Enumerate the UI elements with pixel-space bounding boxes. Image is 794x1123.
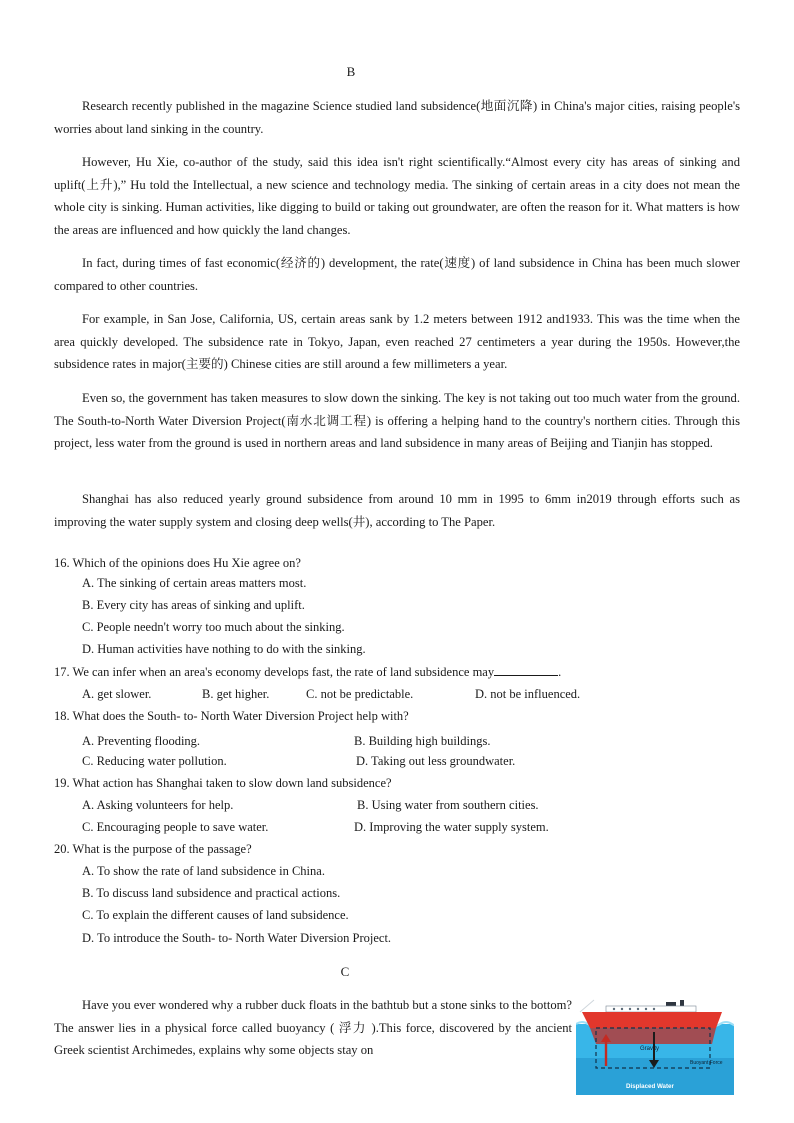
question-17-option-b[interactable]: B. get higher. bbox=[202, 687, 270, 701]
question-17-option-a[interactable]: A. get slower. bbox=[82, 687, 152, 701]
question-17-stem-line bbox=[54, 663, 561, 680]
question-16-option-b[interactable]: B. Every city has areas of sinking and uplift. bbox=[82, 598, 305, 612]
question-19-option-c[interactable]: C. Encouraging people to save water. bbox=[82, 820, 269, 834]
question-20-option-d[interactable]: D. To introduce the South- to- North Water Diversion Project. bbox=[82, 931, 392, 945]
question-18-option-c[interactable]: C. Reducing water pollution. bbox=[82, 754, 227, 768]
question-18-option-d[interactable]: D. Taking out less groundwater. bbox=[356, 754, 516, 768]
question-19-stem: 19. What action has Shanghai taken to slow down land subsidence? bbox=[54, 776, 392, 790]
passage-b-paragraph-4: For example, in San Jose, California, US, certain areas sank by 1.2 meters between 1912 and1933. This was the time when the area quickly developed. The subsidence rate in Tokyo, Japan, even reached 27 centimeters a year during the 1950s. However,the subsidence rates in major(主要的) Chinese cities are still around a few millimeters a year. bbox=[54, 312, 740, 372]
question-17-stem: 17. We can infer when an area's economy develops fast, the rate of land subsidence may bbox=[54, 665, 495, 679]
question-17-stem-end: . bbox=[558, 665, 562, 679]
section-c-heading: C bbox=[340, 964, 350, 979]
question-16-stem: 16. Which of the opinions does Hu Xie agree on? bbox=[54, 556, 301, 570]
buoyant-force-label: Buoyant Force bbox=[690, 1060, 723, 1066]
passage-b-paragraph-1: Research recently published in the magazine Science studied land subsidence(地面沉降) in China's major cities, raising people's worries about land sinking in the country. bbox=[54, 99, 740, 136]
question-20-option-c[interactable]: C. To explain the different causes of land subsidence. bbox=[82, 908, 349, 922]
bow-line bbox=[580, 1000, 594, 1012]
question-16-option-c[interactable]: C. People needn't worry too much about the sinking. bbox=[82, 620, 345, 634]
buoyancy-ship-illustration bbox=[576, 998, 734, 1095]
answer-blank[interactable] bbox=[494, 663, 558, 676]
question-19-option-d[interactable]: D. Improving the water supply system. bbox=[354, 820, 549, 834]
passage-b-paragraph-2: However, Hu Xie, co-author of the study, said this idea isn't right scientifically.“Almost every city has areas of sinking and uplift(上升),” Hu told the Intellectual, a new science and technology media. The sinking of certain areas in a city does not mean the whole city is sinking. Human activities, like digging to build or taking out groundwater, are often the reason for it. What matters is how the areas are influenced and how quickly the land changes. bbox=[54, 155, 740, 237]
question-18-stem: 18. What does the South- to- North Water Diversion Project help with? bbox=[54, 709, 409, 723]
question-16-option-a[interactable]: A. The sinking of certain areas matters most. bbox=[82, 576, 307, 590]
ship-deck-cabin bbox=[606, 1006, 696, 1012]
passage-b-paragraph-5: Even so, the government has taken measures to slow down the sinking. The key is not taking out too much water from the ground. The South-to-North Water Diversion Project(南水北调工程) is offering a helping hand to the country's northern cities. Through this project, less water from the ground is used in northern areas and land subsidence in many areas of Beijing and Tianjin has stopped. bbox=[54, 391, 740, 451]
passage-b-paragraph-3: In fact, during times of fast economic(经济的) development, the rate(速度) of land subsidence in China has been much slower compared to other countries. bbox=[54, 256, 740, 293]
displaced-water-label: Displaced Water bbox=[626, 1083, 674, 1090]
question-19-option-a[interactable]: A. Asking volunteers for help. bbox=[82, 798, 234, 812]
gravity-label: Gravity bbox=[640, 1046, 660, 1052]
question-20-option-a[interactable]: A. To show the rate of land subsidence in China. bbox=[82, 864, 325, 878]
question-20-option-b[interactable]: B. To discuss land subsidence and practical actions. bbox=[82, 886, 341, 900]
question-17-option-d[interactable]: D. not be influenced. bbox=[475, 687, 581, 701]
question-19-option-b[interactable]: B. Using water from southern cities. bbox=[357, 798, 539, 812]
question-16-option-d[interactable]: D. Human activities have nothing to do with the sinking. bbox=[82, 642, 366, 656]
question-20-stem: 20. What is the purpose of the passage? bbox=[54, 842, 252, 856]
ship-diagram-svg bbox=[576, 998, 734, 1095]
question-17-option-c[interactable]: C. not be predictable. bbox=[306, 687, 414, 701]
question-18-option-b[interactable]: B. Building high buildings. bbox=[354, 734, 491, 748]
passage-b-paragraph-6: Shanghai has also reduced yearly ground subsidence from around 10 mm in 1995 to 6mm in2019 through efforts such as improving the water supply system and closing deep wells(井), according to The Paper. bbox=[54, 492, 740, 529]
passage-c-paragraph-1: Have you ever wondered why a rubber duck floats in the bathtub but a stone sinks to the bottom? The answer lies in a physical force called buoyancy ( 浮力 ).This force, discovered by the ancient Greek scientist Archimedes, explains why some objects stay on bbox=[54, 998, 572, 1058]
ship-hull-upper bbox=[582, 1012, 722, 1028]
question-18-option-a[interactable]: A. Preventing flooding. bbox=[82, 734, 201, 748]
section-b-heading: B bbox=[346, 64, 356, 79]
